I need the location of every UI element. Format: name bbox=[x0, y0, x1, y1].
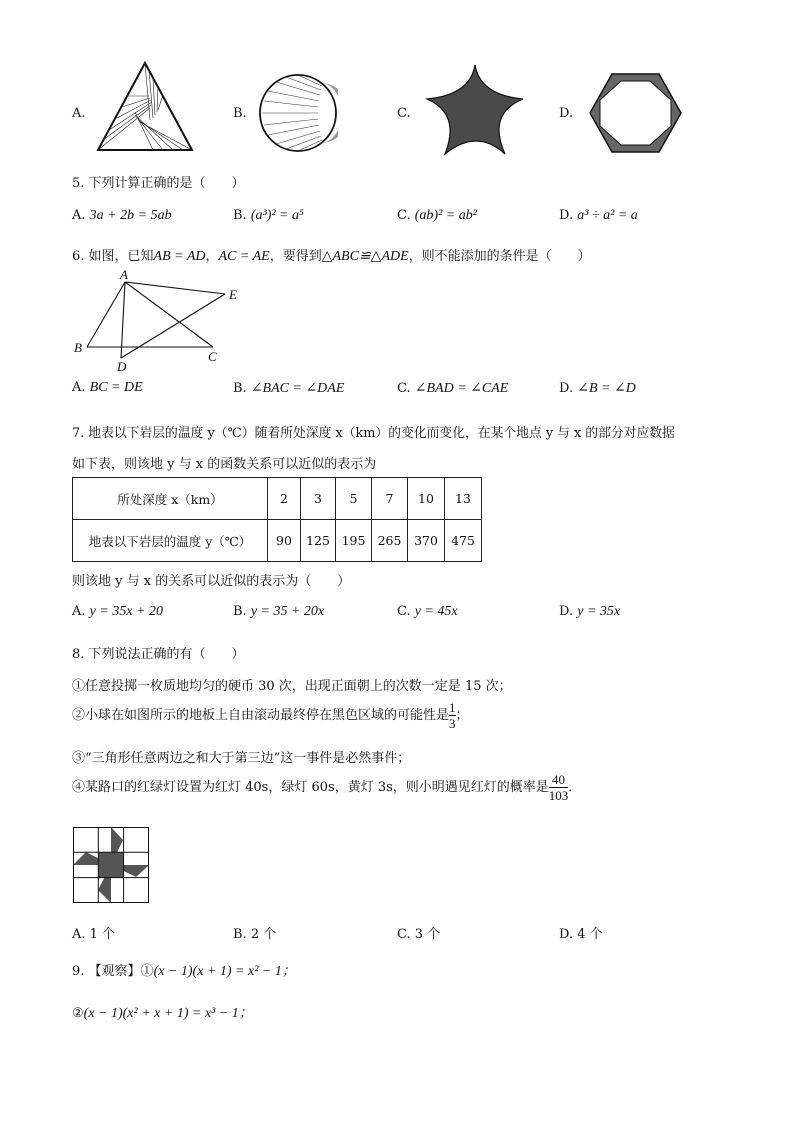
q9-expr-1: (x − 1)(x + 1) = x² − 1； bbox=[153, 964, 296, 979]
q6-option-c: C. ∠BAD = ∠CAE bbox=[397, 381, 509, 396]
table-cell: 195 bbox=[336, 520, 372, 562]
q9-expr-2: (x − 1)(x² + x + 1) = x³ − 1； bbox=[83, 1006, 253, 1021]
q5-option-d bbox=[559, 208, 638, 224]
q6-stem: 6. 如图，已知AB = AD，AC = AE，要得到△ABC≌△ADE，则不能添加的条件是（ ） bbox=[72, 249, 591, 264]
q5-option-c bbox=[397, 208, 477, 224]
q5-option-b-expr: (a³)² = a⁵ bbox=[250, 208, 304, 223]
q5-option-b-label: B. bbox=[233, 208, 247, 223]
q8-floor-tile-figure bbox=[73, 827, 149, 903]
q5-option-a-expr: 3a + 2b = 5ab bbox=[89, 208, 172, 223]
q8-option-a: A. 1 个 bbox=[72, 927, 116, 942]
q6-option-b: B. ∠BAC = ∠DAE bbox=[233, 381, 345, 396]
q7-option-c: C. y = 45x bbox=[397, 604, 458, 619]
q5-option-c-label: C. bbox=[397, 208, 411, 223]
q8-statement-1: ①任意投掷一枚质地均匀的硬币 30 次，出现正面朝上的次数一定是 15 次； bbox=[72, 679, 512, 694]
q4-option-d-label: D. bbox=[559, 106, 574, 121]
q6-label-e: E bbox=[229, 287, 237, 302]
table-cell: 7 bbox=[372, 478, 408, 520]
q4-option-b-figure bbox=[258, 73, 338, 153]
q9-line-1: 9. 【观察】①(x − 1)(x + 1) = x² − 1； bbox=[72, 964, 296, 979]
q5-option-a-label: A. bbox=[72, 208, 86, 223]
q4-option-d-figure bbox=[588, 72, 683, 154]
table-row-header: 地表以下岩层的温度 y（℃） bbox=[73, 520, 268, 562]
q9-stem: 9. 【观察】 bbox=[72, 964, 141, 979]
table-row bbox=[73, 478, 482, 520]
q5-option-b bbox=[233, 208, 304, 224]
q5-option-d-label: D. bbox=[559, 208, 574, 223]
table-row bbox=[73, 520, 482, 562]
q8-statement-4: ④某路口的红绿灯设置为红灯 40s，绿灯 60s，黄灯 3s，则小明遇见红灯的概率是 $\frac{40}{103}$ ． bbox=[72, 772, 582, 803]
q6-option-a: A. BC = DE bbox=[72, 380, 143, 395]
q4-option-c-figure bbox=[425, 62, 525, 158]
table-cell: 370 bbox=[408, 520, 445, 562]
table-cell: 10 bbox=[408, 478, 445, 520]
table-cell: 13 bbox=[445, 478, 482, 520]
q7-data-table bbox=[72, 477, 482, 562]
table-cell: 475 bbox=[445, 520, 482, 562]
q7-stem-line2: 如下表，则该地 y 与 x 的函数关系可以近似的表示为 bbox=[72, 457, 377, 472]
q6-label-d: D bbox=[117, 359, 127, 374]
q6-option-d: D. ∠B = ∠D bbox=[559, 381, 636, 396]
q8-fraction-one-third: $\frac{1}{3}$ bbox=[449, 700, 456, 731]
table-cell: 5 bbox=[336, 478, 372, 520]
q7-option-d: D. y = 35x bbox=[559, 604, 621, 619]
q8-statement-2: ②小球在如图所示的地板上自由滚动最终停在黑色区域的可能性是 $\frac{1}{3}$ ； bbox=[72, 700, 469, 731]
q7-question: 则该地 y 与 x 的关系可以近似的表示为（ ） bbox=[72, 574, 351, 589]
table-cell: 265 bbox=[372, 520, 408, 562]
table-cell: 125 bbox=[301, 520, 336, 562]
q8-stem: 8. 下列说法正确的有（ ） bbox=[72, 647, 245, 662]
q5-option-a bbox=[72, 208, 172, 224]
q6-triangle-figure bbox=[70, 266, 260, 376]
q5-option-c-expr: (ab)² = ab² bbox=[414, 208, 477, 223]
q7-option-a: A. y = 35x + 20 bbox=[72, 604, 163, 619]
q4-option-c-label: C. bbox=[397, 106, 411, 121]
q8-statement-3: ③“三角形任意两边之和大于第三边”这一事件是必然事件； bbox=[72, 751, 411, 766]
q5-stem: 5. 下列计算正确的是（ ） bbox=[72, 176, 245, 191]
table-row-header: 所处深度 x（km） bbox=[73, 478, 268, 520]
q6-label-c: C bbox=[208, 349, 217, 364]
q8-fraction-40-103: $\frac{40}{103}$ bbox=[548, 772, 569, 803]
q4-option-a-figure bbox=[95, 60, 195, 153]
q9-line-2: ②(x − 1)(x² + x + 1) = x³ − 1； bbox=[72, 1006, 253, 1021]
q4-option-a-label: A. bbox=[72, 106, 86, 121]
q8-option-b: B. 2 个 bbox=[233, 927, 277, 942]
table-cell: 3 bbox=[301, 478, 336, 520]
q4-option-b-label: B. bbox=[233, 106, 247, 121]
q8-option-c: C. 3 个 bbox=[397, 927, 441, 942]
q8-option-d: D. 4 个 bbox=[559, 927, 603, 942]
table-cell: 90 bbox=[268, 520, 301, 562]
q6-label-a: A bbox=[120, 267, 128, 282]
table-cell: 2 bbox=[268, 478, 301, 520]
q5-option-d-expr: a³ ÷ a² = a bbox=[577, 208, 638, 223]
q7-stem-line1: 7. 地表以下岩层的温度 y（℃）随着所处深度 x（km）的变化而变化，在某个地点 y 与 x 的部分对应数据 bbox=[72, 426, 675, 441]
q7-option-b: B. y = 35 + 20x bbox=[233, 604, 325, 619]
q6-label-b: B bbox=[74, 340, 82, 355]
